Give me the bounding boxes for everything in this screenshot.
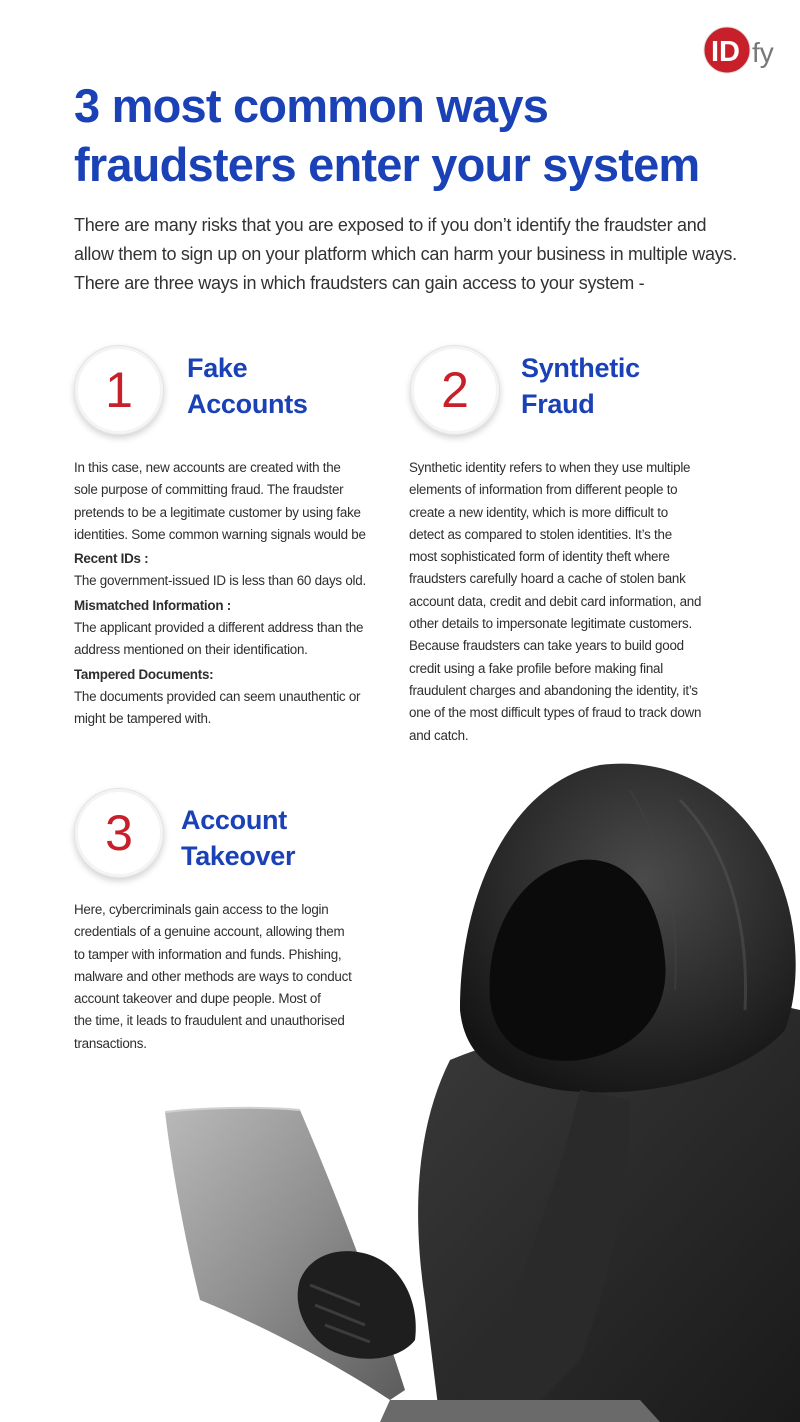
body-line: pretends to be a legitimate customer by using fake bbox=[74, 504, 361, 520]
section-title-line: Fake bbox=[187, 353, 248, 383]
intro-paragraph bbox=[74, 211, 754, 298]
section-1-number-badge: 1 bbox=[74, 345, 164, 435]
signal-text: The documents provided can seem unauthentic or bbox=[74, 688, 361, 704]
body-line: Synthetic identity refers to when they use multiple bbox=[409, 460, 691, 475]
section-3-title bbox=[181, 802, 295, 874]
body-line: sole purpose of committing fraud. The fraudster bbox=[74, 482, 344, 498]
body-line: to tamper with information and funds. Phishing, bbox=[74, 946, 342, 962]
signal-heading: Recent IDs : bbox=[74, 551, 149, 567]
section-3-number-badge: 3 bbox=[74, 788, 164, 878]
svg-text:ID: ID bbox=[711, 36, 740, 68]
section-title-line: Takeover bbox=[181, 841, 296, 871]
section-1-body bbox=[74, 457, 394, 731]
section-title-line: Fraud bbox=[521, 389, 595, 419]
section-3-body bbox=[74, 899, 384, 1055]
section-2-body bbox=[409, 457, 739, 747]
section-title-line: Synthetic bbox=[521, 353, 640, 383]
body-line: identities. Some common warning signals would be bbox=[74, 526, 366, 542]
body-line: and catch. bbox=[409, 727, 469, 743]
idfy-logo bbox=[702, 24, 788, 76]
section-title-line: Accounts bbox=[187, 389, 308, 419]
body-line: create a new identity, which is more difficult to bbox=[409, 504, 668, 520]
intro-line: There are three ways in which fraudsters can gain access to your system - bbox=[74, 273, 645, 293]
signal-text: The government-issued ID is less than 60 days old. bbox=[74, 573, 366, 589]
intro-line: allow them to sign up on your platform which can harm your business in multiple ways. bbox=[74, 244, 737, 264]
body-line: credentials of a genuine account, allowing them bbox=[74, 924, 345, 940]
body-line: elements of information from different people to bbox=[409, 482, 678, 498]
body-line: fraudulent charges and abandoning the identity, it’s bbox=[409, 682, 698, 698]
body-line: account takeover and dupe people. Most of bbox=[74, 991, 321, 1007]
body-line: Here, cybercriminals gain access to the login bbox=[74, 902, 329, 917]
body-line: account data, credit and debit card information, and bbox=[409, 593, 702, 609]
section-2-number-badge: 2 bbox=[410, 345, 500, 435]
signal-heading: Tampered Documents: bbox=[74, 666, 214, 682]
body-line: detect as compared to stolen identities. It’s the bbox=[409, 526, 672, 542]
signal-text: The applicant provided a different address than the bbox=[74, 620, 364, 636]
signal-text: might be tampered with. bbox=[74, 711, 212, 727]
section-1-title bbox=[187, 350, 308, 422]
title-line-2: fraudsters enter your system bbox=[74, 138, 700, 191]
body-line: other details to impersonate legitimate customers. bbox=[409, 616, 692, 632]
body-line: transactions. bbox=[74, 1035, 147, 1051]
intro-line: There are many risks that you are exposed to if you don’t identify the fraudster and bbox=[74, 215, 707, 235]
body-line: malware and other methods are ways to conduct bbox=[74, 968, 352, 984]
body-line: one of the most difficult types of fraud to track down bbox=[409, 705, 702, 721]
section-2-title bbox=[521, 350, 640, 422]
section-title-line: Account bbox=[181, 805, 287, 835]
body-line: Because fraudsters can take years to build good bbox=[409, 638, 684, 654]
body-line: In this case, new accounts are created with the bbox=[74, 460, 341, 475]
body-line: most sophisticated form of identity theft where bbox=[409, 549, 670, 565]
title-line-1: 3 most common ways bbox=[74, 79, 549, 132]
svg-text:fy: fy bbox=[752, 37, 774, 68]
page-title bbox=[74, 76, 774, 194]
body-line: the time, it leads to fraudulent and unauthorised bbox=[74, 1013, 345, 1029]
signal-heading: Mismatched Information : bbox=[74, 597, 231, 613]
body-line: fraudsters carefully hoard a cache of stolen bank bbox=[409, 571, 686, 587]
signal-text: address mentioned on their identification. bbox=[74, 642, 308, 658]
body-line: credit using a fake profile before making final bbox=[409, 660, 663, 676]
